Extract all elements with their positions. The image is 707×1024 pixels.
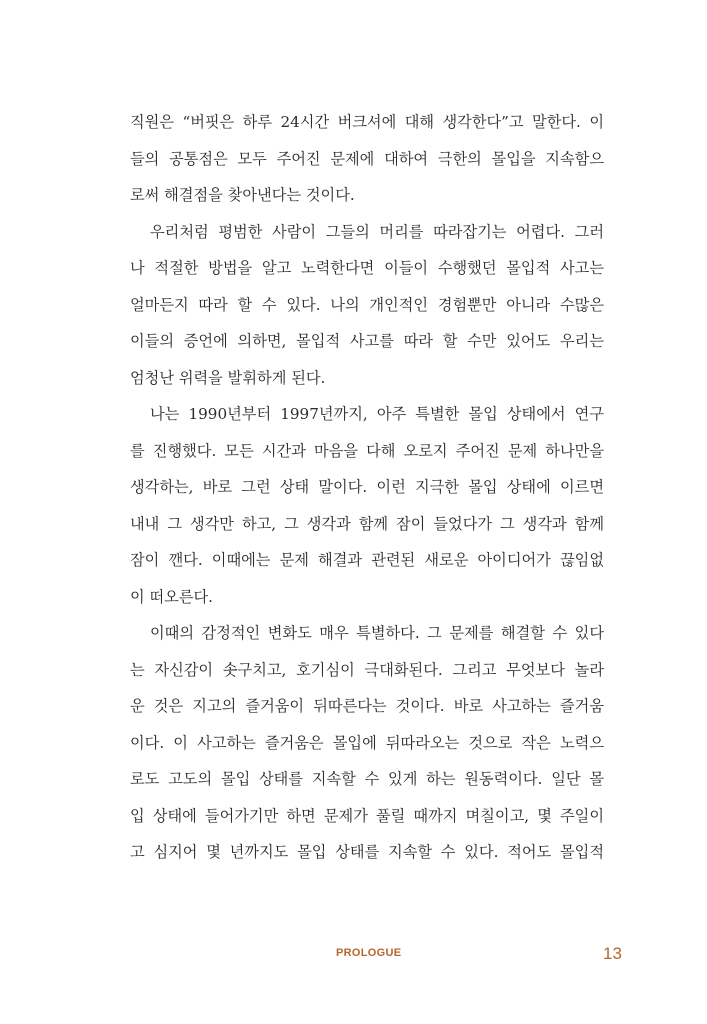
text-line: 는 자신감이 솟구치고, 호기심이 극대화된다. 그리고 무엇보다 놀라	[130, 660, 604, 679]
text-line: 얼마든지 따라 할 수 있다. 나의 개인적인 경험뿐만 아니라 수많은	[130, 295, 604, 314]
text-line: 나 적절한 방법을 알고 노력한다면 이들이 수행했던 몰입적 사고는	[130, 259, 604, 277]
text-line: 이 떠오른다.	[130, 587, 214, 606]
text-line: 생각하는, 바로 그런 상태 말이다. 이런 지극한 몰입 상태에 이르면	[130, 478, 604, 496]
text-line: 로써 해결점을 찾아낸다는 것이다.	[130, 186, 355, 204]
text-line: 이때의 감정적인 변화도 매우 특별하다. 그 문제를 해결할 수 있다	[150, 624, 604, 642]
page-number: 13	[603, 944, 622, 963]
running-footer-section: PROLOGUE	[336, 947, 402, 959]
text-line: 우리처럼 평범한 사람이 그들의 머리를 따라잡기는 어렵다. 그러	[150, 222, 604, 241]
paragraph	[130, 104, 604, 214]
text-line: 잠이 깬다. 이때에는 문제 해결과 관련된 새로운 아이디어가 끊임없	[130, 551, 604, 569]
paragraph	[130, 396, 604, 615]
text-line: 운 것은 지고의 즐거움이 뒤따른다는 것이다. 바로 사고하는 즐거움	[130, 697, 604, 715]
paragraph	[130, 615, 604, 871]
text-line: 직원은 “버핏은 하루 24시간 버크셔에 대해 생각한다”고 말한다. 이	[130, 113, 604, 131]
text-line: 로도 고도의 몰입 상태를 지속할 수 있게 하는 원동력이다. 일단 몰	[130, 770, 604, 788]
paragraph	[130, 214, 604, 397]
text-line: 입 상태에 들어가기만 하면 문제가 풀릴 때까지 며칠이고, 몇 주일이	[130, 806, 604, 825]
text-line: 이다. 이 사고하는 즐거움은 몰입에 뒤따라오는 것으로 작은 노력으	[130, 733, 604, 752]
text-line: 엄청난 위력을 발휘하게 된다.	[130, 368, 326, 387]
text-line: 나는 1990년부터 1997년까지, 아주 특별한 몰입 상태에서 연구	[150, 405, 604, 423]
text-line: 를 진행했다. 모든 시간과 마음을 다해 오로지 주어진 문제 하나만을	[130, 441, 604, 460]
text-line: 고 심지어 몇 년까지도 몰입 상태를 지속할 수 있다. 적어도 몰입적	[130, 843, 604, 861]
text-line: 들의 공통점은 모두 주어진 문제에 대하여 극한의 몰입을 지속함으	[130, 149, 604, 168]
text-line: 내내 그 생각만 하고, 그 생각과 함께 잠이 들었다가 그 생각과 함께	[130, 514, 604, 533]
body-text	[130, 104, 604, 871]
text-line: 이들의 증언에 의하면, 몰입적 사고를 따라 할 수만 있어도 우리는	[130, 332, 604, 350]
